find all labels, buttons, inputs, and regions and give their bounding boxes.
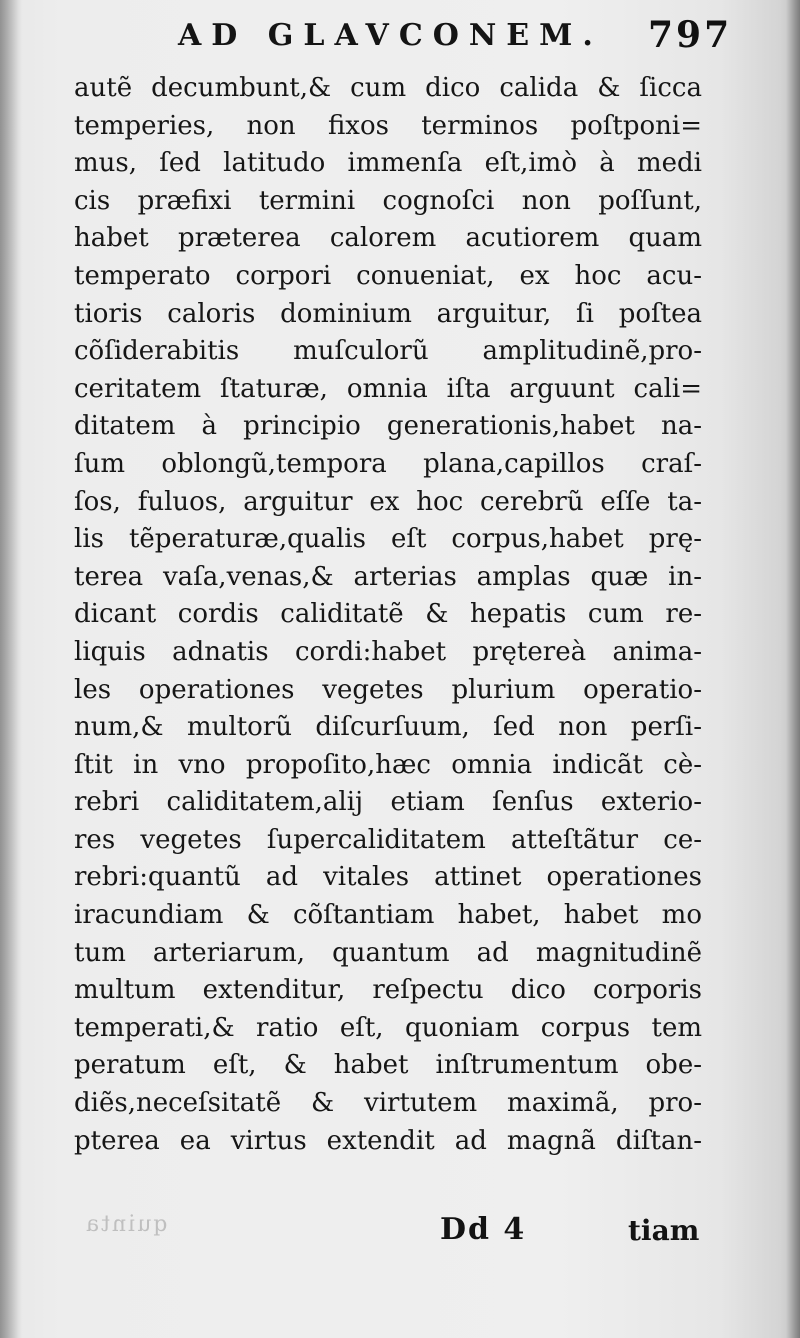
text-line: temperato corpori conueniat, ex hoc acu- [74, 260, 702, 291]
running-head: AD GLAVCONEM. [178, 18, 603, 53]
text-line: autẽ decumbunt,& cum dico calida & ſicca [74, 73, 702, 103]
text-line: mus, ſed latitudo immenſa eſt,imò à medi [74, 148, 702, 179]
text-line: rebri caliditatem,alij etiam ſenſus exterio- [74, 787, 702, 818]
text-line: ſos, fuluos, arguitur ex hoc cerebrũ eſſe ta- [74, 486, 702, 517]
text-line: ſtit in vno propoſito,hæc omnia indicãt cè- [74, 749, 702, 780]
text-line: peratum eſt, & habet inſtrumentum obe- [74, 1050, 702, 1081]
text-line: ditatem à principio generationis,habet na- [74, 411, 702, 442]
text-line: terea vaſa,venas,& arterias amplas quæ in- [74, 561, 702, 592]
text-line: iracundiam & cõſtantiam habet, habet mo [74, 900, 702, 931]
text-line: dicant cordis caliditatẽ & hepatis cum re- [74, 599, 702, 630]
text-line: diẽs,neceſsitatẽ & virtutem maximã, pro- [74, 1088, 702, 1119]
page-number: 797 [648, 14, 733, 56]
text-line: multum extenditur, reſpectu dico corporis [74, 975, 702, 1006]
text-line: les operationes vegetes plurium operatio- [74, 674, 702, 705]
body-text [74, 70, 702, 1160]
text-line: liquis adnatis cordi:habet prętereà anima- [74, 636, 702, 667]
text-line: ceritatem ſtaturæ, omnia iſta arguunt cali= [74, 373, 702, 404]
text-line: tioris caloris dominium arguitur, ſi poſtea [74, 298, 702, 329]
bleed-through-text: quinta [84, 1212, 168, 1237]
signature-mark: Dd 4 [440, 1212, 527, 1247]
text-line: tum arteriarum, quantum ad magnitudinẽ [74, 937, 702, 968]
page-edge-shadow [786, 0, 800, 1338]
text-line: rebri:quantũ ad vitales attinet operationes [74, 862, 702, 893]
text-line: cõſiderabitis muſculorũ amplitudinẽ,pro- [74, 336, 702, 367]
text-line: pterea ea virtus extendit ad magnã diſtan- [74, 1125, 702, 1156]
text-line: cis præfixi termini cognoſci non poſſunt, [74, 185, 702, 216]
gutter-shadow [0, 0, 22, 1338]
text-line: lis tẽperaturæ,qualis eſt corpus,habet prę- [74, 524, 702, 555]
text-line: temperati,& ratio eſt, quoniam corpus tem [74, 1012, 702, 1043]
text-line: num,& multorũ diſcurſuum, ſed non perſi- [74, 712, 702, 743]
text-line: habet præterea calorem acutiorem quam [74, 223, 702, 254]
text-line: temperies, non fixos terminos poſtponi= [74, 110, 702, 141]
catchword: tiam [628, 1214, 700, 1247]
text-line: res vegetes ſupercaliditatem atteſtãtur ce- [74, 824, 702, 855]
text-line: ſum oblongũ,tempora plana,capillos craſ- [74, 448, 702, 479]
